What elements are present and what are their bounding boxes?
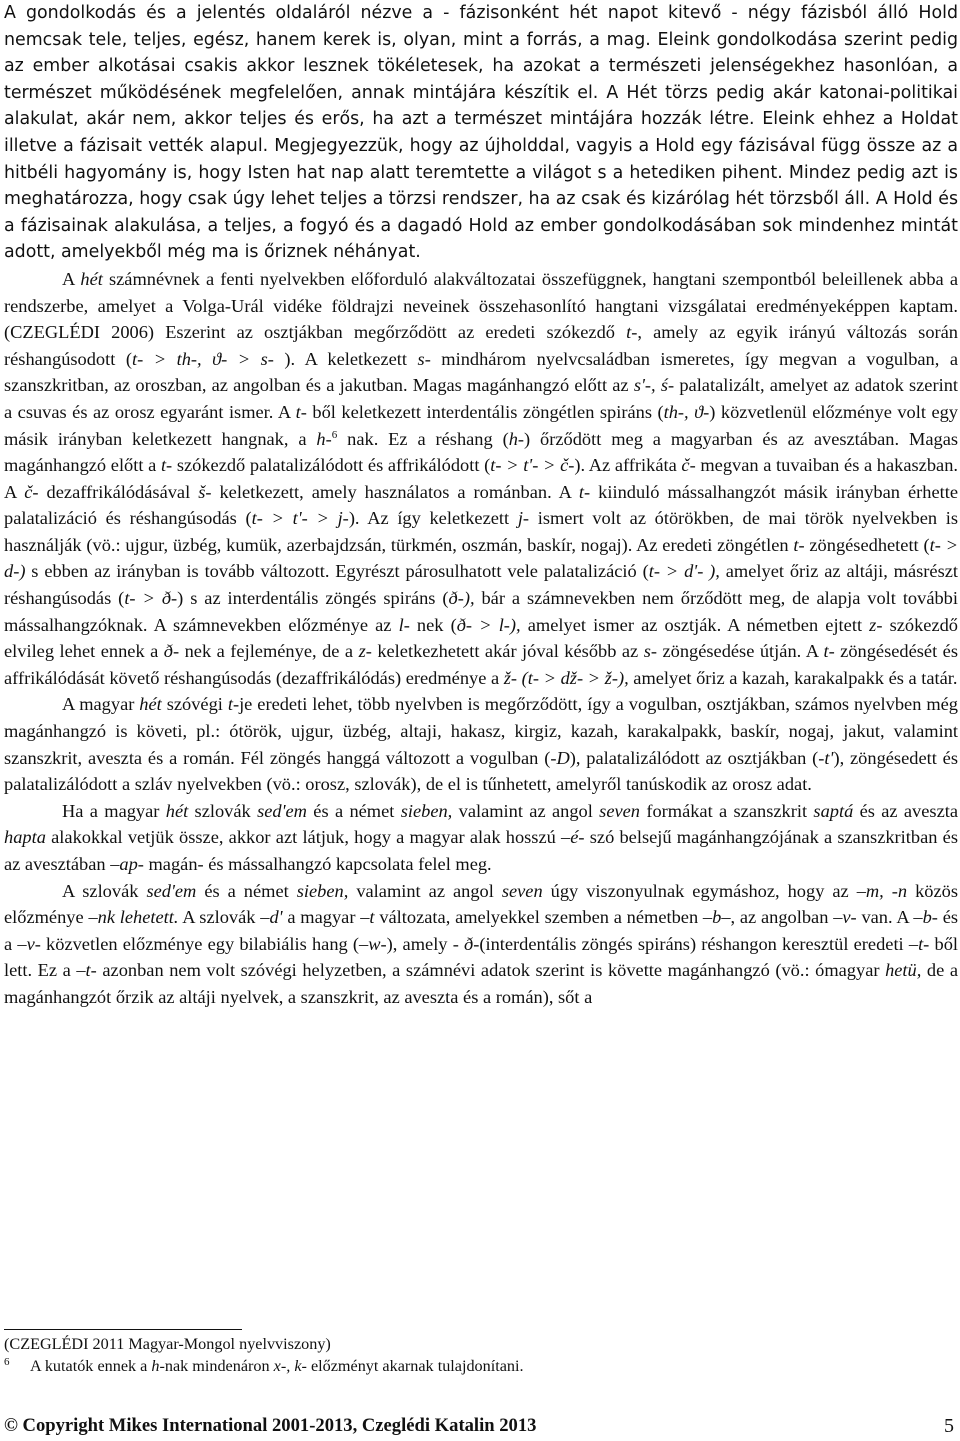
text-run: zöngésedhetett ( [804,534,930,555]
text-run: változata, amelyekkel szemben a németben [374,907,703,928]
italic-text-run: j- [517,508,530,529]
italic-text-run: t [295,401,301,422]
footnote-6: 6 A kutatók ennek a h-nak mindenáron x-, k- előzményt akarnak tulajdonítani. [4,1356,524,1375]
italic-text-run: sed'em [146,880,197,901]
italic-text-run: ð- [464,933,480,954]
text-run: -, amely az egyik irányú változás során réshangúsodott ( [4,322,958,369]
italic-text-run: –d' [260,907,283,928]
body-text [4,0,958,1011]
italic-text-run: hét [139,694,162,715]
text-run: alakokkal vetjük össze, akkor azt látjuk, hogy a magyar alak hosszú [45,827,562,848]
italic-text-run: t- > d'- ), [648,561,720,582]
italic-text-run: th-, ϑ- [663,401,710,422]
footnote-marker: 6 [331,428,338,441]
italic-text-run: h [151,1357,160,1375]
text-run: ), zöngésedett és palatalizálódott a szláv nyelvekben (vö.: orosz, szlovák), de el is tűnhetett, amelyről tanúskodik az orosz adat. [4,747,958,795]
italic-text-run: sieben, [400,800,453,821]
text-run: úgy viszonyulnak egymáshoz, hogy az [542,880,857,901]
paragraph [4,798,958,878]
text-run: és a német [196,880,297,901]
italic-text-run: z- [869,614,883,635]
text-run: a magyar [282,907,361,928]
text-run: magán- és mássalhangzó kapcsolata felel meg. [143,854,492,874]
text-run: valamint az angol [452,800,600,821]
italic-text-run: t- [793,534,805,555]
text-run: előzményt akarnak tulajdonítani. [306,1357,524,1375]
text-run: A gondolkodás és a jelentés oldaláról nézve a - fázisonként hét napot kitevő - négy fázisból álló Hold nemcsak tele, teljes, egész, hanem kerek is, olyan, mint a forrás, a mag. Eleink gondolkodása szerint pedig az ember alkotásai csakis akkor lesznek tökéletesek, ha azokat a természeti jelenségekhez hasonlóan, a természet működésének megfelelően, annak mintájára készítik el. A Hét törzs pedig akár katonai-politikai alakulat, akár nem, akkor teljes és erős, ha azt a természet mintájára hozzák létre. Eleink ehhez a Holdat illetve a fázisait vették alapul. Megjegyezzük, hogy az újholddal, vagyis a Hold egy fázisával függ össze az a hitbéli hagyomány is, hogy Isten hat nap alatt teremtette a világot s a hetediken pihent. Mindez pedig azt is meghatározza, hogy csak úgy lehet teljes a törzsi rendszer, ha az csak és kizárólag hét törzsből áll. A Hold és a fázisainak alakulása, a teljes, a fogyó és a dagadó Hold az ember gondolkodásában sok mindenhez mintát adott, amelyekből még ma is őriznek néhányat. [4,3,958,263]
paragraph [4,0,958,266]
text-run: keletkezett, amely használatos a románban. A [211,481,579,502]
text-run: -nak mindenáron [159,1357,274,1375]
italic-text-run: –v- [833,907,857,928]
italic-text-run: t- [578,481,591,502]
italic-text-run: sieben, [296,880,349,901]
italic-text-run: –t- [908,933,930,954]
italic-text-run: č- [24,481,39,502]
text-run: , az angolban [730,907,834,928]
italic-text-run: s [417,348,425,369]
italic-text-run: t- [160,455,173,476]
text-run: de a magánhangzót őrzik az altáji nyelvek, a szanszkrit, az aveszta és a román), sőt a [4,960,958,1007]
footnotes [4,1333,954,1377]
italic-text-run: seven [599,800,640,821]
italic-text-run: t- > th-, ϑ- > s- [131,348,274,369]
text-run: nek a fejleménye, de a [179,641,359,662]
text-run: amelyet őriz a kazah, karakalpakk és a tatár. [628,667,958,688]
italic-text-run: –w- [359,933,387,954]
italic-text-run: s'-, ś- [633,375,675,396]
paragraph [4,266,958,692]
italic-text-run: hét [165,800,189,821]
italic-text-run: h- [316,428,332,449]
italic-text-run: hapta [4,827,46,848]
text-run: ), amely - [386,933,465,954]
italic-text-run: ð- > l-), [456,614,521,635]
text-run: A szlovák [178,907,261,928]
italic-text-run: –m, -n [856,880,908,901]
italic-text-run: ž- (t- > dž- > ž-), [503,667,629,688]
italic-text-run: saptá [813,800,854,821]
text-run: A szlovák [62,880,147,901]
text-run: palatalizált, amelyet az adatok szerint a csuvas és az orosz egyaránt ismer. A [4,375,959,422]
text-run: szóvégi [161,694,228,715]
italic-text-run: t [227,694,233,715]
italic-text-run: sed'em [257,800,307,821]
text-run: keletkezhetett akár jóval később az [371,641,644,662]
text-run: - ből keletkezett interdentális zöngétlen spiráns ( [300,401,664,422]
text-run: A [62,268,81,289]
footnote-reference-line: (CZEGLÉDI 2011 Magyar-Mongol nyelvviszony) [4,1335,331,1353]
italic-text-run: t- [823,641,835,662]
text-run: dezaffrikálódásával [38,481,199,502]
italic-text-run: ð-), [448,588,475,609]
text-run: közös előzménye [4,880,958,928]
text-run: zöngésedését és affrikálódását követő réshangúsodás (dezaffrikálódás) eredménye a [4,641,958,688]
italic-text-run: seven [501,880,543,901]
italic-text-run: –t [360,907,375,928]
text-run: kiinduló mássalhangzót másik irányban érhette palatalizáció és réshangúsodás ( [4,481,958,529]
text-run: amelyet őriz az altáji, másrészt réshangúsodás ( [4,561,958,609]
text-run: számnévnek a fenti nyelvekben előforduló alakváltozatai összefüggnek, hangtani szempontból beleillenek abba a rendszerbe, amelyet a Volga-Urál vidéke földrajzi neveinek összehasonlító hangtani vizsgálatai eredményeképpen kaptam. (CZEGLÉDI 2006) Eszerint az osztjákban megőrződött az eredeti szókezdő [4,268,958,343]
text-run: szókezdő palatalizálódott és affrikálódott ( [172,455,491,476]
page-number: 5 [944,1415,954,1437]
italic-text-run: z- [358,641,372,662]
text-run: - mindhárom nyelvcsaládban ismeretes, így megvan a vogulban, a szanszkritban, az oroszban, az angolban és a jakutban. Magas magánhangzó előtt az [4,348,959,396]
text-run: Ha a magyar [62,800,166,821]
footnote-separator [4,1329,242,1330]
text-run: ) s az interdentális zöngés spiráns ( [177,588,449,609]
text-run: szókezdő elvileg lehet ennek a [4,614,958,662]
italic-text-run: hetü, [885,960,922,981]
italic-text-run: –b- [913,907,938,928]
text-run: van. A [856,907,914,928]
text-run: szó belsejű magánhangzójának a szanszkritban és az avesztában [4,827,958,874]
italic-text-run: l- [398,614,410,635]
italic-text-run: hét [80,268,103,289]
text-run: valamint az angol [348,880,502,901]
italic-text-run: –é- [561,827,585,848]
text-run: ). Az így keletkezett [348,508,518,529]
italic-text-run: t' [824,747,834,768]
paragraph [4,691,958,797]
italic-text-run: –ap- [110,854,144,874]
text-run: ), palatalizálódott az osztjákban (- [569,747,825,768]
text-run: és a [4,907,959,954]
italic-text-run: ð- [163,641,180,662]
text-run: formákat a szanszkrit [640,800,814,821]
text-run: (interdentális zöngés spiráns) réshangon keresztül eredeti [479,933,909,954]
text-run: amelyet ismer az osztják. A németben ejtett [520,614,870,635]
italic-text-run: –b– [702,907,731,928]
text-run: A kutatók ennek a [30,1357,152,1375]
italic-text-run: t- > t'- > č- [490,455,575,476]
text-run: s ebben az irányban is tovább változott. Egyrészt párosulhatott vele palatalizáció ( [25,561,649,582]
text-run: ) őrződött meg a magyarban és az avesztában. Magas magánhangzó előtt a [4,428,959,476]
italic-text-run: –t- [76,960,97,981]
text-run: ) közvetlenül előzménye volt egy másik irányban keletkezett hangnak, a [4,401,959,449]
text-run: A magyar [62,694,140,715]
text-run: zöngésedése útján. A [656,641,824,662]
paragraph [4,878,958,1011]
italic-text-run: t [626,322,632,343]
italic-text-run: –v- [17,933,41,954]
text-run: ből lett. Ez a [4,933,959,981]
italic-text-run: –nk lehetett. [88,907,179,928]
italic-text-run: č- [681,455,696,476]
text-run: bár a számnevekben nem őrződött meg, de alapja volt további mássalhangzóknak. A számnevekben előzménye az [4,588,958,635]
italic-text-run: t- > ð- [124,588,178,609]
text-run: azonban nem volt szóvégi helyzetben, a számnévi adatok szerint is követte magánhangzó (vö.: ómagyar [96,960,886,981]
text-run: és a német [306,800,401,821]
italic-text-run: x-, k- [273,1357,307,1375]
text-run: ). A keletkezett [273,348,418,369]
text-run: közvetlen előzménye egy bilabiális hang ( [40,933,360,954]
text-run: ismert volt az ótörökben, de mai török nyelvekben is használják (vö.: ujgur, üzbég, kumük, azerbajdzsán, türkmén, oszmán, baskír, nogaj). Az eredeti zöngétlen [4,508,958,555]
text-run: nek ( [409,614,457,635]
page-footer [4,1411,954,1441]
italic-text-run: š- [198,481,212,502]
text-run: és az aveszta [853,800,959,821]
text-run: nak. Ez a réshang ( [337,428,509,449]
text-run: -je eredeti lehet, több nyelvben is megőrződött, így a vogulban, osztjákban, számos nyelvben még magánhangzó is követi, pl.: ótörök, ujgur, üzbég, altaji, hakasz, kirgiz, kazah, karakalpakk, baskír, nogaj, jakut, valamint szanszkrit, avesztа és a román. Fél zöngés hanggá változott a vogulban (- [4,694,958,768]
text-run: megvan a tuvaiban és a hakaszban. A [4,455,958,502]
italic-text-run: t- > t'- > j- [251,508,349,529]
footer-copyright: © Copyright Mikes International 2001-2013, Czeglédi Katalin 2013 [4,1415,537,1436]
text-run: szlovák [188,800,258,821]
italic-text-run: t- > d-) [4,534,959,582]
italic-text-run: D [556,747,570,768]
italic-text-run: s- [643,641,657,662]
footnote-6-text [30,1357,524,1375]
text-run: ). Az affrikáta [574,455,682,476]
italic-text-run: h- [508,428,525,449]
